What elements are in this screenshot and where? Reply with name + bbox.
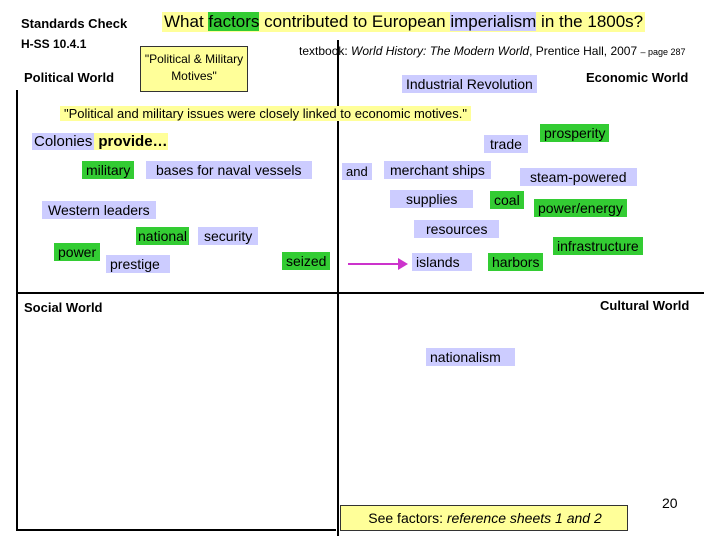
textbook-prefix: textbook: — [299, 44, 352, 58]
term-military: military — [82, 161, 134, 179]
term-western-leaders: Western leaders — [42, 201, 156, 219]
social-world-label: Social World — [24, 300, 103, 315]
page-number: 20 — [662, 495, 678, 511]
term-power: power — [54, 243, 100, 261]
motives-text: "Political & Military Motives" — [144, 52, 244, 83]
economic-world-label: Economic World — [586, 70, 689, 85]
term-coal: coal — [490, 191, 524, 209]
textbook-title: World History: The Modern World — [351, 44, 530, 58]
term-security: security — [198, 227, 258, 245]
arrow-icon — [348, 256, 410, 272]
page-title — [162, 12, 645, 32]
standard-code: H-SS 10.4.1 — [21, 37, 87, 51]
term-prestige: prestige — [106, 255, 170, 273]
term-power-energy: power/energy — [534, 199, 627, 217]
title-post: in the 1800s? — [536, 12, 644, 31]
title-pre: What — [164, 12, 209, 31]
quote: "Political and military issues were closely linked to economic motives." — [60, 106, 471, 121]
title-factors: factors — [208, 12, 260, 31]
term-supplies: supplies — [390, 190, 473, 208]
term-and: and — [342, 163, 372, 180]
term-harbors: harbors — [488, 253, 543, 271]
colonies-provide — [32, 133, 168, 150]
see-factors-box — [340, 505, 628, 531]
horizontal-divider — [16, 292, 704, 294]
cultural-world-label: Cultural World — [600, 298, 690, 313]
term-bases: bases for naval vessels — [146, 161, 312, 179]
textbook-suffix: , Prentice Hall, 2007 — [529, 44, 641, 58]
political-world-label: Political World — [24, 70, 115, 85]
term-trade: trade — [484, 135, 528, 153]
bottom-border — [16, 529, 336, 531]
term-national: national — [138, 228, 188, 244]
industrial-revolution: Industrial Revolution — [402, 75, 537, 93]
term-nationalism: nationalism — [426, 348, 515, 366]
title-imperialism: imperialism — [450, 12, 537, 31]
left-border — [16, 90, 18, 530]
motives-box — [140, 46, 248, 92]
standards-check-label: Standards Check — [21, 16, 128, 31]
page-ref: – page 287 — [640, 47, 686, 57]
term-steam-powered: steam-powered — [520, 168, 637, 186]
reference-sheets: reference sheets 1 and 2 — [446, 510, 602, 526]
term-infrastructure: infrastructure — [553, 237, 643, 255]
term-seized: seized — [282, 252, 330, 270]
title-mid: contributed to European — [259, 12, 451, 31]
term-prosperity: prosperity — [540, 124, 609, 142]
term-islands: islands — [412, 253, 472, 271]
see-factors-label: See factors: — [368, 510, 447, 526]
textbook-citation — [299, 44, 686, 58]
term-merchant-ships: merchant ships — [384, 161, 491, 179]
term-resources: resources — [414, 220, 499, 238]
provide-label: provide… — [98, 133, 168, 150]
colonies-label: Colonies — [34, 133, 93, 150]
